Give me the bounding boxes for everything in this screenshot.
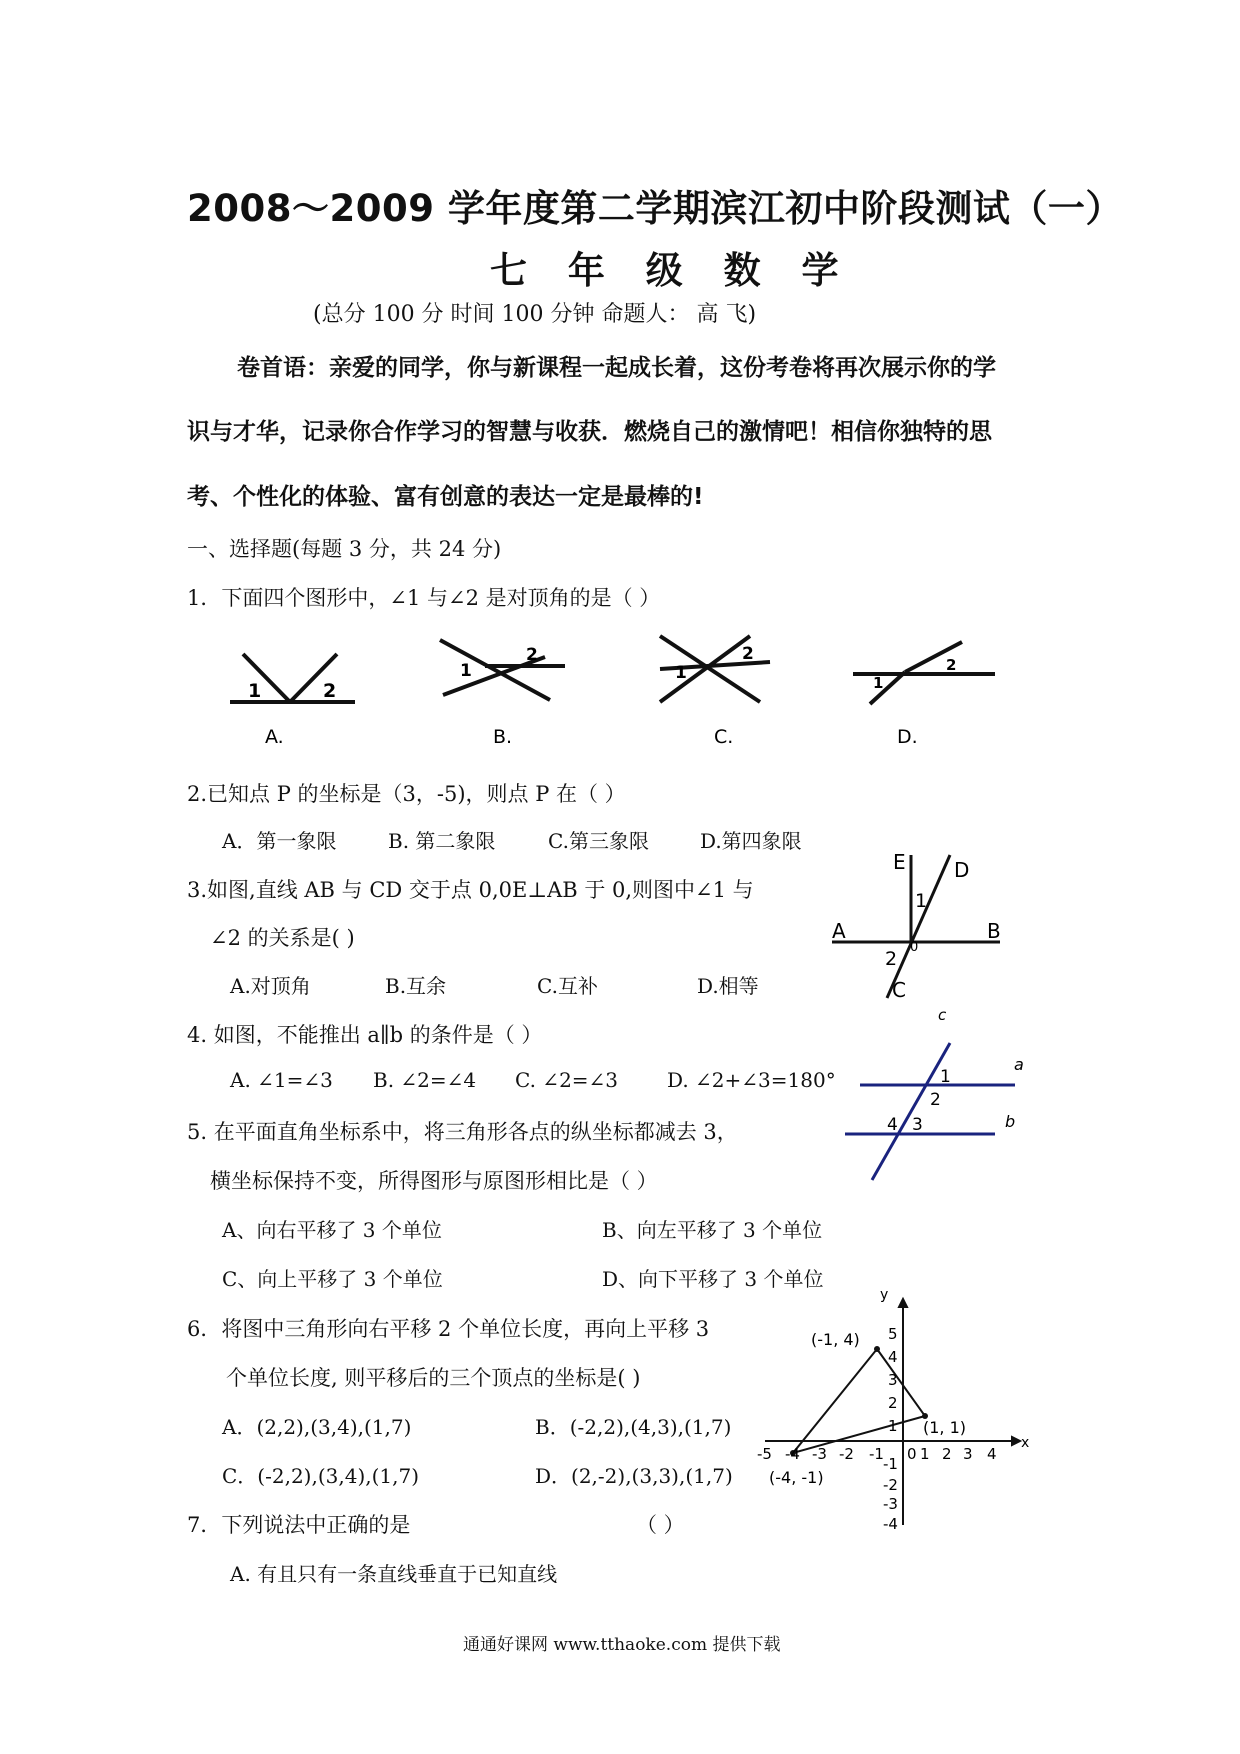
- question-4-option-c: C. ∠2=∠3: [515, 1068, 619, 1092]
- label-angle-2: 2: [885, 948, 898, 970]
- figure-d: [853, 642, 995, 704]
- label-c: c: [938, 1006, 947, 1024]
- question-6-coordinate-figure: [755, 1285, 1035, 1530]
- question-6-option-b: B．(-2,2),(4,3),(1,7): [535, 1415, 732, 1439]
- question-3-option-d: D.相等: [697, 974, 759, 998]
- label-d: D: [954, 858, 970, 882]
- x-tick: 2: [942, 1445, 952, 1463]
- label-b: B: [987, 919, 1001, 943]
- label-angle-2: 2: [930, 1090, 941, 1110]
- question-3-figure: [820, 845, 1020, 1005]
- question-4-stem: 4. 如图，不能推出 a∥b 的条件是（ ）: [187, 1023, 543, 1047]
- intro-line-1: 卷首语：亲爱的同学，你与新课程一起成长着，这份考卷将再次展示你的学: [237, 355, 996, 381]
- page-title: 2008～2009 学年度第二学期滨江初中阶段测试（一）: [187, 187, 1123, 230]
- question-7-stem: 7．下列说法中正确的是: [187, 1513, 411, 1537]
- fig-b-label: B.: [493, 726, 513, 748]
- figure-b: [440, 640, 565, 700]
- label-a: a: [1014, 1055, 1024, 1074]
- question-2-option-d: D.第四象限: [700, 829, 802, 853]
- label-b: b: [1005, 1112, 1016, 1131]
- fig-b-angle-2: 2: [526, 645, 538, 665]
- question-5-stem-line-1: 5. 在平面直角坐标系中，将三角形各点的纵坐标都减去 3，: [187, 1120, 738, 1144]
- fig-a-angle-2: 2: [323, 680, 337, 702]
- y-tick: -3: [883, 1495, 898, 1513]
- page-subtitle: 七 年 级 数 学: [490, 249, 853, 292]
- question-6-option-c: C．(-2,2),(3,4),(1,7): [222, 1464, 420, 1488]
- question-4-option-d: D. ∠2+∠3=180°: [667, 1068, 836, 1092]
- y-tick: 1: [888, 1417, 898, 1435]
- question-3-option-b: B.互余: [385, 974, 447, 998]
- intro-line-3: 考、个性化的体验、富有创意的表达一定是最棒的!: [187, 484, 704, 510]
- y-tick: 4: [888, 1348, 898, 1366]
- fig-a-label: A.: [265, 726, 284, 748]
- label-angle-3: 3: [912, 1115, 923, 1135]
- label-angle-1: 1: [940, 1067, 951, 1087]
- y-tick: 2: [888, 1394, 898, 1412]
- question-6-option-d: D．(2,-2),(3,3),(1,7): [535, 1464, 733, 1488]
- footer-source: 通通好课网 www.tthaoke.com 提供下载: [463, 1635, 781, 1655]
- question-1-figures: [210, 620, 1010, 760]
- x-tick: 3: [963, 1445, 973, 1463]
- question-3-option-a: A.对顶角: [230, 974, 311, 998]
- question-5-option-d: D、向下平移了 3 个单位: [602, 1267, 824, 1291]
- exam-meta: (总分 100 分 时间 100 分钟 命题人： 高 飞): [313, 302, 757, 327]
- x-tick: 1: [920, 1445, 930, 1463]
- question-2-stem: 2.已知点 P 的坐标是（3，-5)，则点 P 在（ ）: [187, 782, 626, 806]
- label-a: A: [832, 919, 846, 943]
- question-6-stem-line-2: 个单位长度, 则平移后的三个顶点的坐标是( ): [226, 1366, 641, 1390]
- y-tick: 5: [888, 1325, 898, 1343]
- label-o: 0: [910, 940, 919, 955]
- y-tick: -2: [883, 1476, 898, 1494]
- triangle: [793, 1349, 925, 1453]
- question-5-option-b: B、向左平移了 3 个单位: [602, 1218, 823, 1242]
- x-tick: -4: [785, 1445, 800, 1463]
- label-e: E: [893, 850, 906, 874]
- fig-b-angle-1: 1: [460, 661, 472, 681]
- x-tick: -5: [757, 1445, 772, 1463]
- line-cd: [887, 855, 950, 998]
- fig-d-angle-2: 2: [946, 656, 957, 674]
- intro-line-2: 识与才华，记录你合作学习的智慧与收获．燃烧自己的激情吧！相信你独特的思: [187, 419, 992, 445]
- y-tick: -4: [883, 1515, 898, 1530]
- question-2-option-b: B. 第二象限: [388, 829, 496, 853]
- line-c: [872, 1043, 950, 1180]
- point-label-top: (-1, 4): [811, 1330, 860, 1349]
- x-tick: -1: [869, 1445, 884, 1463]
- fig-d-label: D.: [897, 726, 918, 748]
- x-tick: 4: [987, 1445, 997, 1463]
- question-2-option-c: C.第三象限: [548, 829, 649, 853]
- question-7-answer-paren: （ ）: [636, 1513, 685, 1537]
- question-3-option-c: C.互补: [537, 974, 598, 998]
- question-3-stem-line-2: ∠2 的关系是( ): [210, 926, 355, 950]
- y-tick: 3: [888, 1371, 898, 1389]
- point-label-right: (1, 1): [923, 1418, 967, 1437]
- question-1-stem: 1．下面四个图形中，∠1 与∠2 是对顶角的是（ ）: [187, 586, 661, 610]
- fig-a-angle-1: 1: [248, 680, 262, 702]
- question-2-option-a: A．第一象限: [222, 829, 337, 853]
- question-5-stem-line-2: 横坐标保持不变，所得图形与原图形相比是（ ）: [210, 1169, 658, 1193]
- question-4-figure: [830, 1005, 1030, 1185]
- question-6-stem-line-1: 6．将图中三角形向右平移 2 个单位长度，再向上平移 3: [187, 1317, 710, 1341]
- question-7-option-a: A. 有且只有一条直线垂直于已知直线: [230, 1562, 558, 1586]
- section-heading: 一、选择题(每题 3 分，共 24 分): [187, 537, 502, 561]
- label-angle-1: 1: [915, 890, 928, 912]
- question-3-stem-line-1: 3.如图,直线 AB 与 CD 交于点 0,0E⊥AB 于 0,则图中∠1 与: [187, 878, 754, 902]
- fig-c-angle-2: 2: [742, 644, 754, 664]
- label-c: C: [892, 978, 906, 1002]
- point-label-left: (-4, -1): [769, 1468, 824, 1487]
- axis-y-label: y: [880, 1287, 889, 1303]
- question-5-option-a: A、向右平移了 3 个单位: [222, 1218, 442, 1242]
- x-tick: -3: [812, 1445, 827, 1463]
- question-4-option-a: A. ∠1=∠3: [230, 1068, 333, 1092]
- question-4-option-b: B. ∠2=∠4: [373, 1068, 477, 1092]
- label-angle-4: 4: [887, 1115, 898, 1135]
- y-tick: -1: [883, 1455, 898, 1473]
- fig-c-angle-1: 1: [675, 663, 687, 683]
- fig-d-angle-1: 1: [873, 674, 884, 692]
- x-tick: 0: [907, 1445, 917, 1463]
- question-5-option-c: C、向上平移了 3 个单位: [222, 1267, 443, 1291]
- fig-c-label: C.: [714, 726, 734, 748]
- x-tick: -2: [839, 1445, 854, 1463]
- axis-x-label: x: [1021, 1435, 1030, 1451]
- question-6-option-a: A．(2,2),(3,4),(1,7): [222, 1415, 412, 1439]
